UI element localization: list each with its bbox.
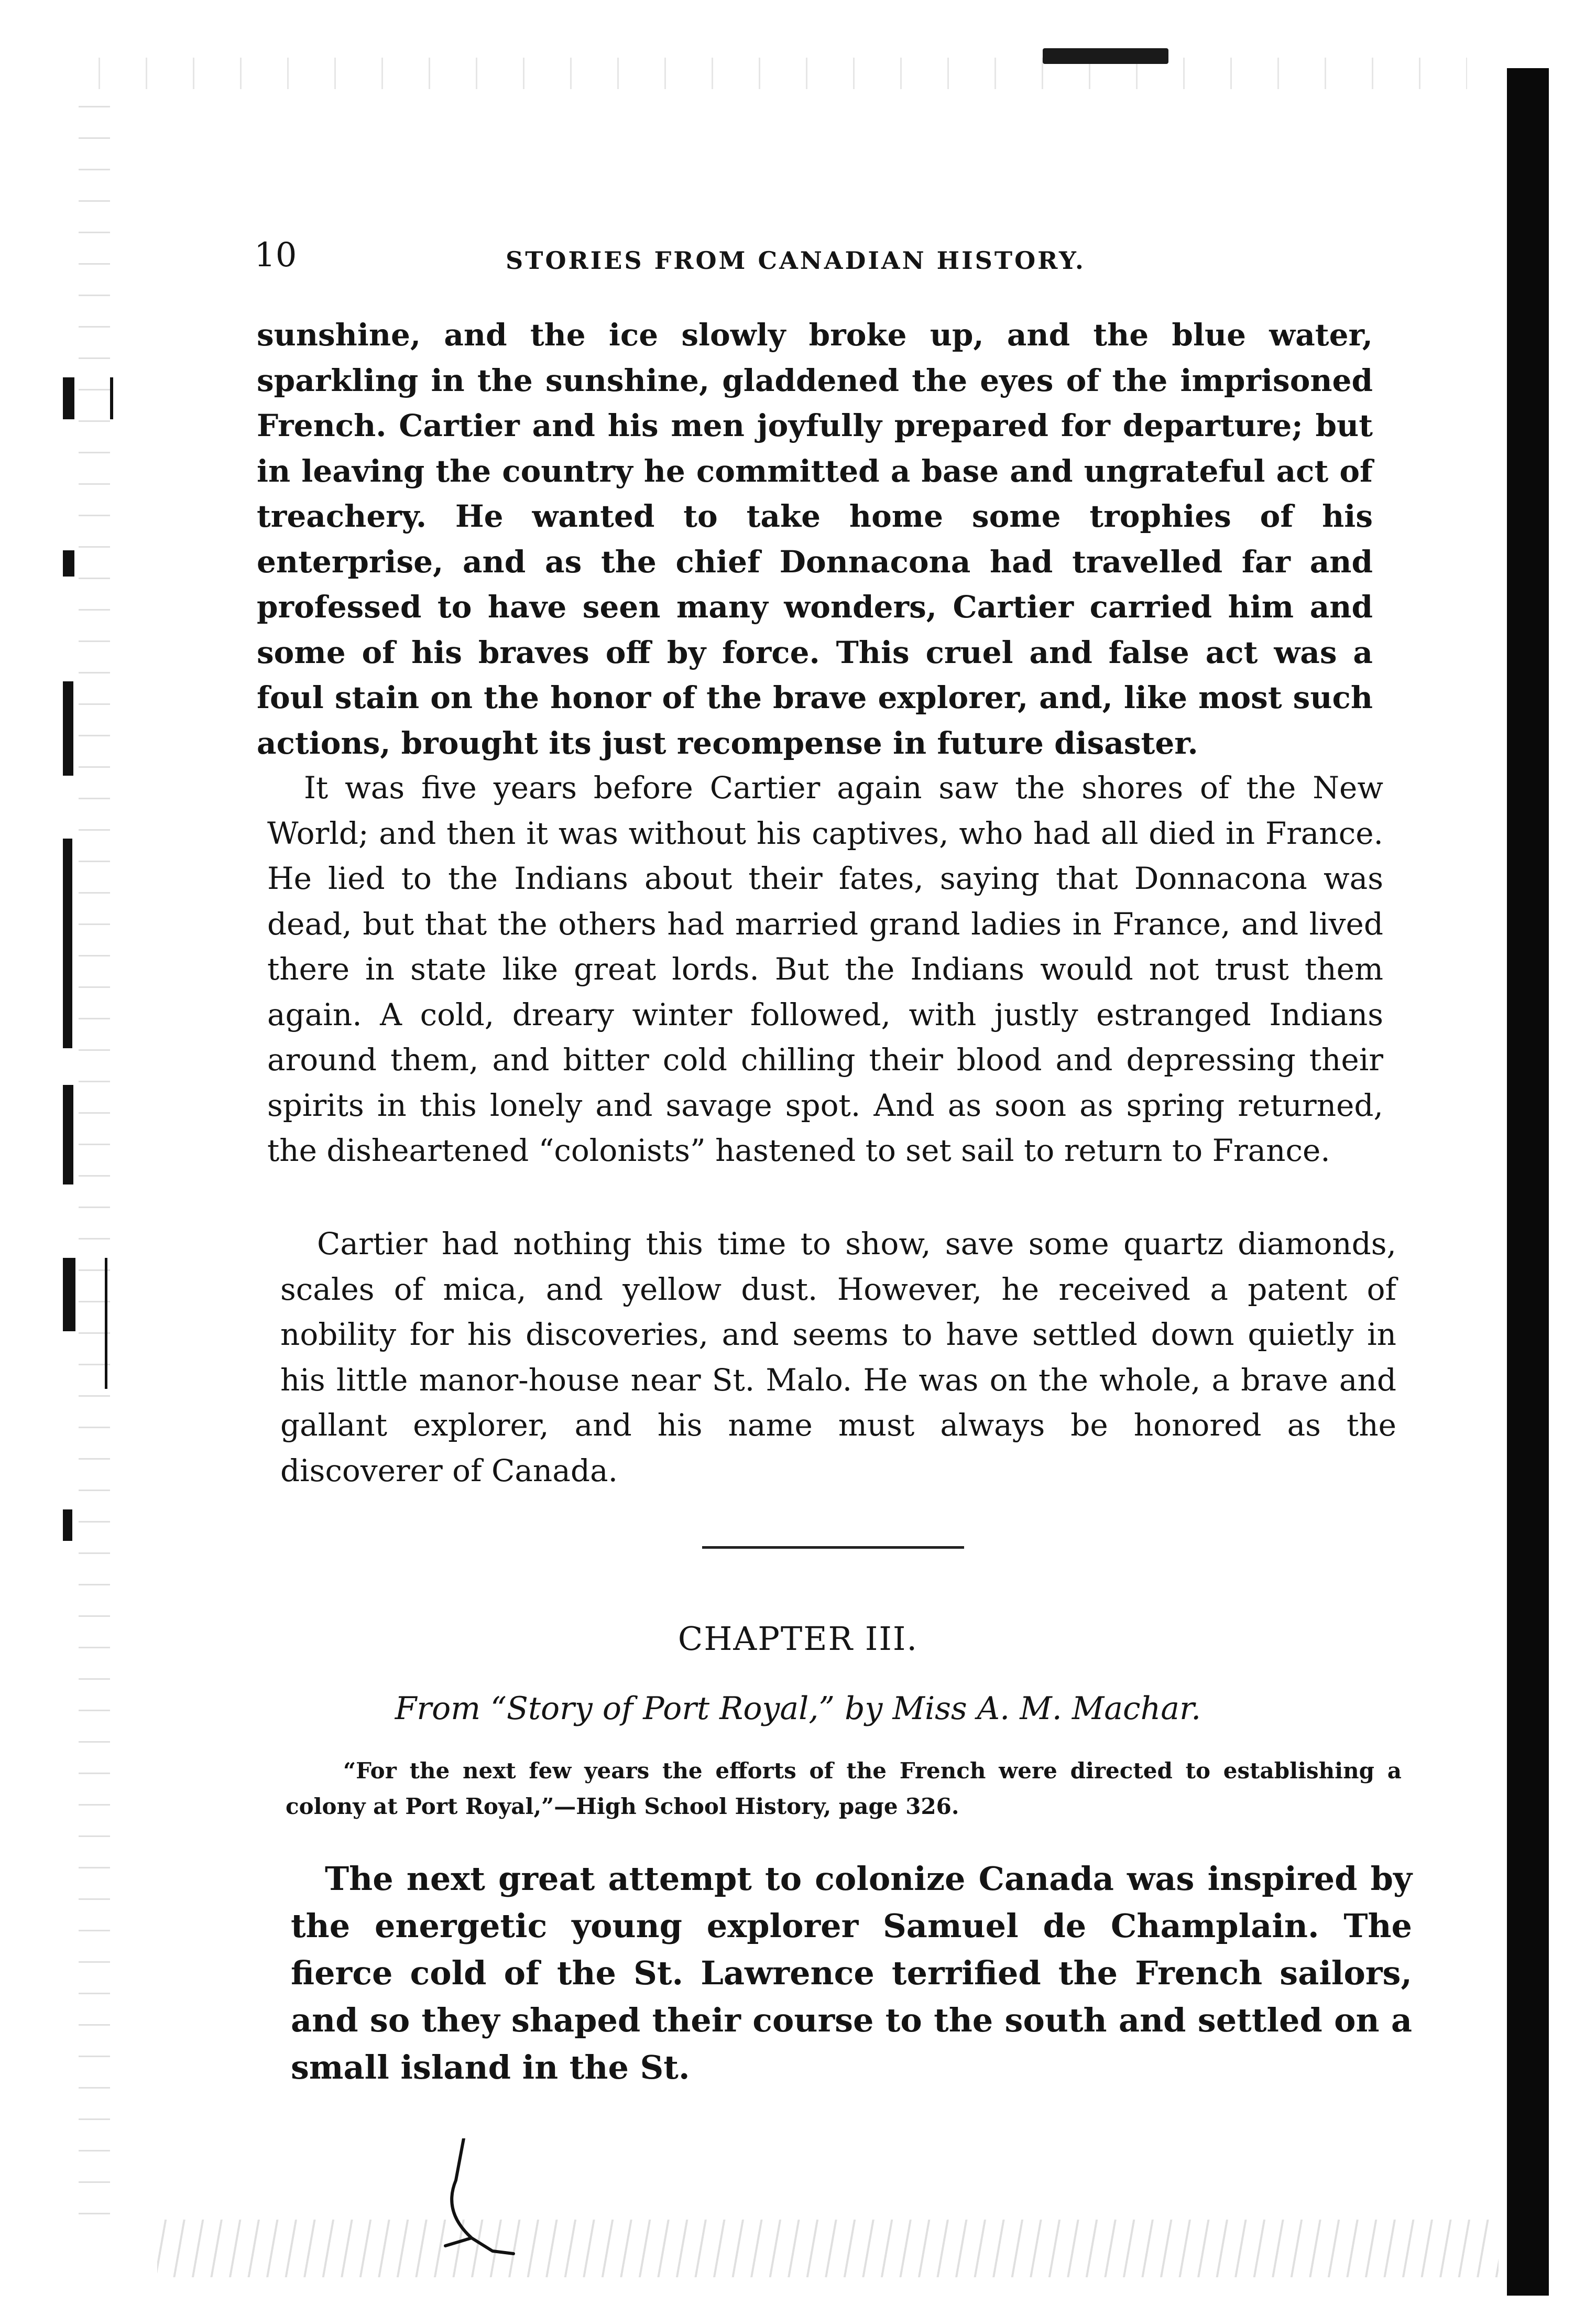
paragraph-2: It was five years before Cartier again saw the shores of the New World; and then it was without his captives, who had all died in France. He lied to the Indians about their fates, saying that Donnacona was dead, but that the others had married grand ladies in France, and lived there in state like great lords. But the Indians would not trust them again. A cold, dreary winter followed, with justly estranged Indians around them, and bitter cold chilling their blood and depressing their spirits in this lonely and savage spot. And as soon as spring returned, the disheartened “colonists” hastened to set sail to return to France. — [267, 770, 1383, 1168]
scan-noise-bottom — [157, 2220, 1499, 2277]
scan-noise-top — [79, 58, 1467, 89]
paragraph-3: Cartier had nothing this time to show, save some quartz diamonds, scales of mica, and yellow dust. However, he received a patent of nobility for his discoveries, and seems to have settled down quietly in his little manor-house near St. Malo. He was on the whole, a brave and gallant explorer, and his name must always be honored as the discoverer of Canada. — [280, 1226, 1396, 1488]
chapter-opening-paragraph: The next great attempt to colonize Canada was inspired by the energetic young explorer Samuel de Champlain. The fierce cold of the St. Lawrence terrified the French sailors, and so they shaped their course to the south and settled on a small island in the St. — [291, 1860, 1412, 2086]
chapter-source: From “Story of Port Royal,” by Miss A. M. Machar. — [395, 1690, 1201, 1727]
chapter-heading: CHAPTER III. — [677, 1620, 919, 1658]
running-title: STORIES FROM CANADIAN HISTORY. — [506, 246, 1086, 275]
section-divider — [702, 1546, 964, 1549]
scan-noise-left — [79, 94, 110, 2243]
chapter-epigraph: “For the next few years the efforts of the French were directed to establishing a colony at Port Royal,”—High School History, page 326. — [286, 1758, 1402, 1819]
page-number: 10 — [254, 236, 297, 275]
scan-smudge — [1043, 48, 1168, 64]
paragraph-1: sunshine, and the ice slowly broke up, and the blue water, sparkling in the sunshine, gladdened the eyes of the imprisoned French. Cartier and his men joyfully prepared for departure; but in leaving the country he committed a base and ungrateful act of treachery. He wanted to take home some trophies of his enterprise, and as the chief Donnacona had travelled far and professed to have seen many wonders, Cartier carried him and some of his braves off by force. This cruel and false act was a foul stain on the honor of the brave explorer, and, like most such actions, brought its just recompense in future disaster. — [257, 317, 1373, 761]
page-edge-shadow — [1507, 68, 1549, 2296]
pencil-mark — [414, 2138, 540, 2259]
